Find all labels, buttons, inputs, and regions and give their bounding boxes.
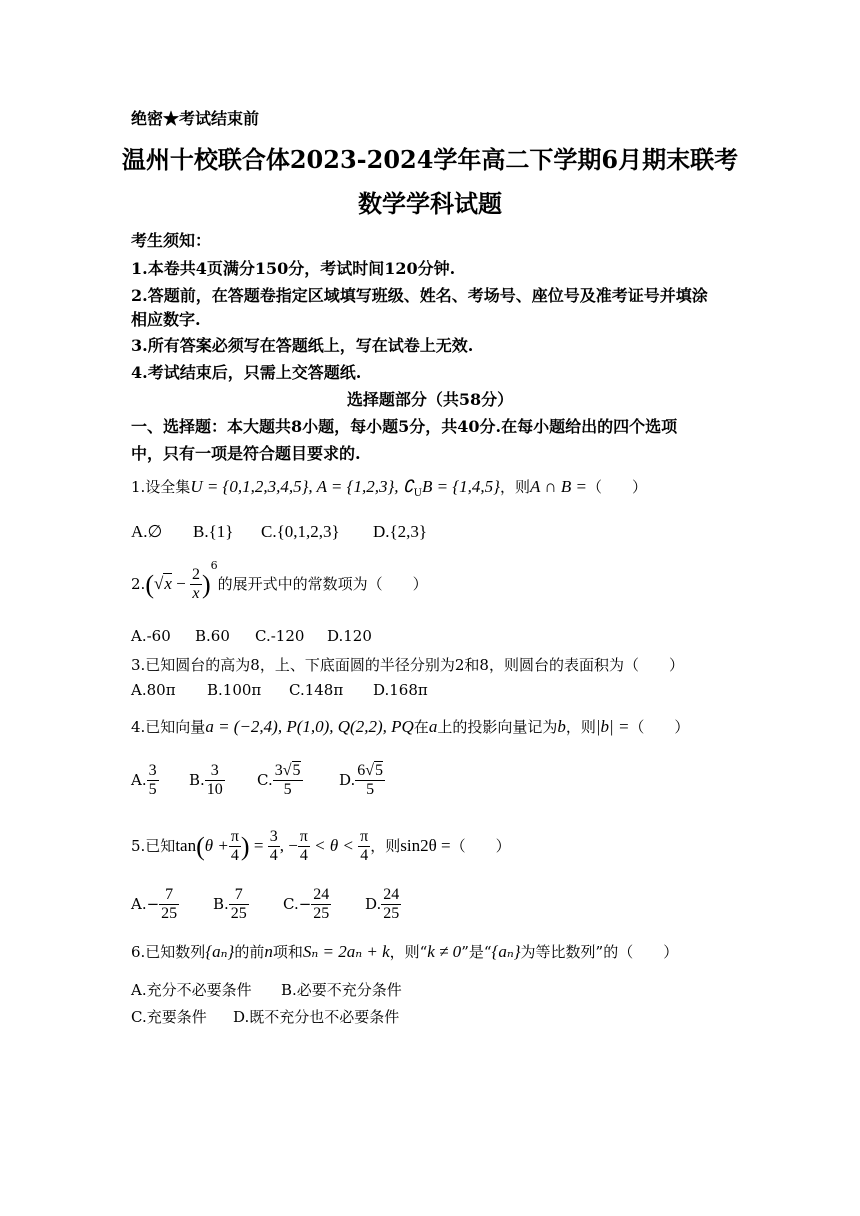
option-a: A.− $\frac{7}{25}$ bbox=[131, 886, 178, 923]
q2-power: 6 bbox=[210, 558, 218, 572]
option-b: B.必要不充分条件 bbox=[281, 981, 402, 999]
option-d: D.120 bbox=[327, 627, 372, 645]
question-1 bbox=[131, 476, 647, 499]
option-a: A.-60 bbox=[131, 627, 171, 645]
q4-expr: a = (−2,4), P(1,0), Q(2,2), PQ bbox=[205, 717, 414, 736]
option-b: B.60 bbox=[195, 627, 230, 645]
notice-item: 2.答题前，在答题卷指定区域填写班级、姓名、考场号、座位号及准考证号并填涂 bbox=[131, 286, 708, 305]
q5-options bbox=[131, 886, 401, 924]
question-2: 2.(√x − $\frac{2}{x}$ )$^6$的展开式中的常数项为（ ） bbox=[131, 558, 428, 603]
option-c: C.充要条件 bbox=[131, 1008, 207, 1026]
notice-heading: 考生须知： bbox=[131, 231, 212, 250]
option-c: C.148π bbox=[289, 681, 344, 699]
q4-options bbox=[131, 762, 385, 800]
option-a: A.∅ bbox=[131, 522, 163, 541]
q4-mid3: ，则 bbox=[565, 718, 596, 736]
q6-cond: k ≠ 0 bbox=[427, 942, 462, 961]
exam-title: 温州十校联合体2023-2024学年高二下学期6月期末联考 bbox=[121, 145, 739, 174]
q1-options bbox=[131, 522, 427, 542]
option-c: C.{0,1,2,3} bbox=[261, 522, 340, 541]
q4-mid1: 在 bbox=[413, 718, 429, 736]
q2-sqrt-x: x bbox=[164, 573, 172, 593]
question-6: 6.已知数列{aₙ}的前n项和Sₙ = 2aₙ + k，则“k ≠ 0”是“{aₙ}为等比数列”的（ ） bbox=[131, 942, 679, 961]
q2-num: 2 bbox=[190, 566, 202, 585]
option-a: A.充分不必要条件 bbox=[131, 981, 252, 999]
notice-item: 4.考试结束后，只需上交答题纸. bbox=[131, 363, 362, 382]
q4-mid2: 上的投影向量记为 bbox=[437, 718, 558, 736]
q2-options bbox=[131, 627, 372, 645]
secret-label: 绝密★考试结束前 bbox=[131, 109, 260, 128]
notice-item: 相应数字. bbox=[131, 310, 201, 329]
q6-expr: Sₙ = 2aₙ + k bbox=[302, 942, 390, 961]
q4-vec-a: a bbox=[428, 717, 438, 736]
option-b: B.{1} bbox=[193, 522, 234, 541]
q2-den: x bbox=[192, 585, 200, 603]
option-b: B. $\frac{3}{10}$ bbox=[189, 762, 223, 799]
option-c: C.− $\frac{24}{25}$ bbox=[283, 886, 330, 923]
q6-seq: {aₙ} bbox=[205, 942, 235, 961]
section-title: 选择题部分（共58分） bbox=[346, 390, 514, 409]
notice-item: 1.本卷共4页满分150分，考试时间120分钟. bbox=[131, 259, 456, 278]
q5-tan: tan bbox=[175, 835, 197, 855]
q4-abs-b: |b| = bbox=[595, 717, 630, 736]
notice-item: 3.所有答案必须写在答题纸上，写在试卷上无效. bbox=[131, 336, 474, 355]
q2-prefix: 2. bbox=[131, 574, 146, 593]
option-d: D.168π bbox=[373, 681, 428, 699]
q4-vec-b: b bbox=[557, 717, 566, 736]
q3-options bbox=[131, 681, 428, 699]
option-b: B. $\frac{7}{25}$ bbox=[213, 886, 247, 923]
section-intro: 中，只有一项是符合题目要求的. bbox=[131, 444, 361, 463]
option-a: A.80π bbox=[131, 681, 176, 699]
q1-set-b: B = {1,4,5} bbox=[422, 477, 500, 496]
q5-sin2: sin2θ = bbox=[400, 835, 451, 855]
option-c: C. $\frac{3√5}{5}$ bbox=[257, 762, 301, 799]
option-d: D.既不充分也不必要条件 bbox=[233, 1008, 400, 1026]
q2-minus: − bbox=[171, 573, 190, 593]
q5-theta-plus: θ + bbox=[204, 835, 229, 855]
option-a: A. $\frac{3}{5}$ bbox=[131, 762, 157, 799]
q2-text: 的展开式中的常数项为（ ） bbox=[217, 574, 428, 593]
question-3: 3.已知圆台的高为8，上、下底面圆的半径分别为2和8，则圆台的表面积为（ ） bbox=[131, 656, 684, 674]
q1-prefix: 1.设全集 bbox=[131, 478, 191, 496]
question-4 bbox=[131, 716, 689, 737]
question-5: 5.已知tan(θ + $\frac{\pi}{4}$ ) = $\frac{3}{4}$ , − $\frac{\pi}{4}$ < θ < $\frac{\pi}{4}$ ，则sin2θ =（ ） bbox=[131, 828, 511, 865]
q2-paren-left: ( bbox=[145, 569, 154, 599]
q1-expr: A ∩ B = bbox=[529, 477, 587, 496]
q5-prefix: 5.已知 bbox=[131, 836, 176, 855]
q4-suffix: （ ） bbox=[629, 718, 690, 736]
option-c: C.-120 bbox=[255, 627, 305, 645]
q4-prefix: 4.已知向量 bbox=[131, 718, 206, 736]
q1-sub: U bbox=[413, 488, 422, 499]
q1-suffix: （ ） bbox=[586, 478, 647, 496]
option-b: B.100π bbox=[207, 681, 262, 699]
option-d: D. $\frac{6√5}{5}$ bbox=[339, 762, 384, 799]
exam-subtitle: 数学学科试题 bbox=[358, 189, 502, 218]
option-d: D.{2,3} bbox=[373, 522, 428, 541]
q6-options-row1 bbox=[131, 979, 402, 1000]
q6-options-row2 bbox=[131, 1006, 399, 1027]
q2-paren-right: ) bbox=[201, 569, 211, 599]
q1-mid: ，则 bbox=[499, 478, 530, 496]
q1-sets: U = {0,1,2,3,4,5}, A = {1,2,3}, ∁ bbox=[190, 477, 414, 496]
option-d: D. $\frac{24}{25}$ bbox=[365, 886, 400, 923]
section-intro: 一、选择题：本大题共8小题，每小题5分，共40分.在每小题给出的四个选项 bbox=[131, 417, 678, 436]
